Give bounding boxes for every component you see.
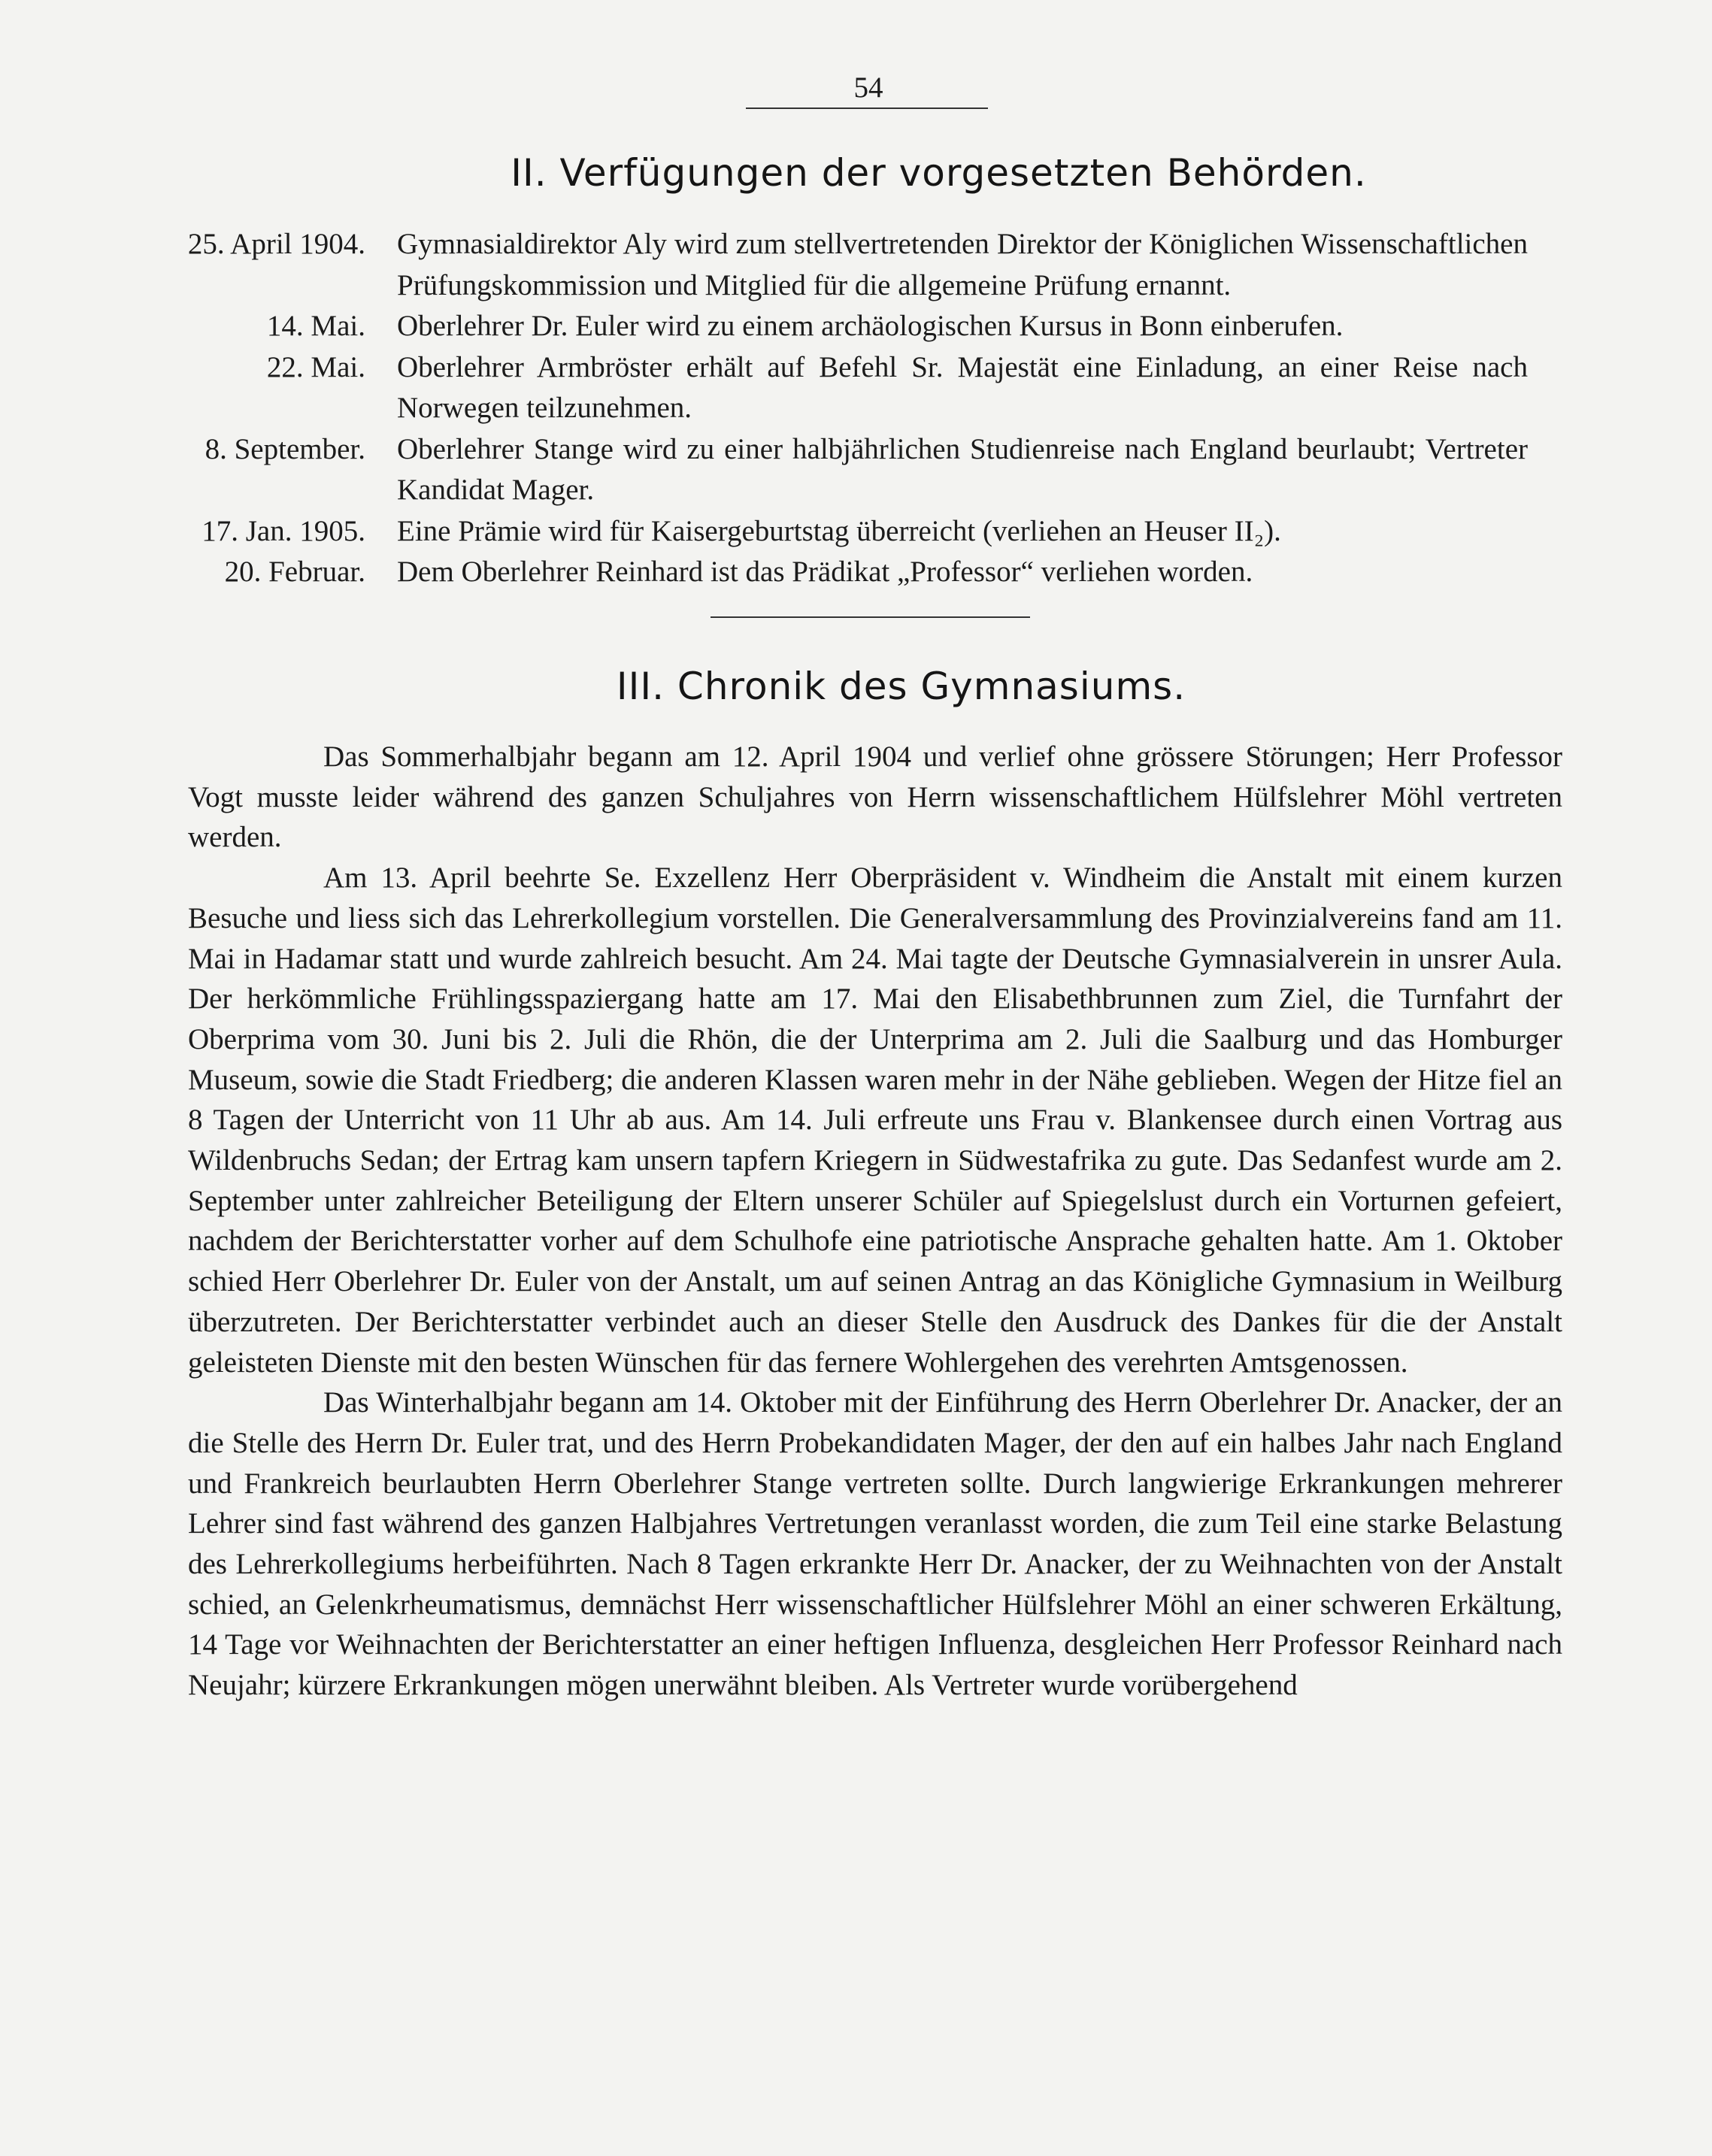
chronik-body: [188, 737, 1562, 1706]
page-number: 54: [853, 71, 883, 104]
decree-date: 17. Jan. 1905.: [202, 514, 365, 547]
decree-date: 22. Mai.: [266, 350, 365, 383]
section-2-heading: II. Verfügungen der vorgesetzten Behörden.: [511, 151, 1367, 195]
decree-entry: [0, 429, 1712, 511]
decree-entry: [0, 306, 1712, 347]
decree-text: Oberlehrer Dr. Euler wird zu einem archäologischen Kursus in Bonn einberufen.: [397, 310, 1344, 342]
chronik-paragraph: Am 13. April beehrte Se. Exzellenz Herr Oberpräsident v. Windheim die Anstalt mit einem kurzen Besuche und liess sich das Lehrerkollegium vorstellen. Die Generalversammlung des Provinzialvereins fand am 11. Mai in Hadamar statt und wurde zahlreich besucht. Am 24. Mai tagte der Deutsche Gymnasialverein in unsrer Aula. Der herkömmliche Frühlingsspaziergang hatte am 17. Mai den Elisabethbrunnen zum Ziel, die Turnfahrt der Oberprima vom 30. Juni bis 2. Juli die Rhön, die der Unterprima am 2. Juli die Saalburg und das Homburger Museum, sowie die Stadt Friedberg; die anderen Klassen waren mehr in der Nähe geblieben. Wegen der Hitze fiel an 8 Tagen der Unterricht von 11 Uhr ab aus. Am 14. Juli erfreute uns Frau v. Blankensee durch einen Vortrag aus Wildenbruchs Sedan; der Ertrag kam unsern tapfern Kriegern in Südwestafrika zu gute. Das Sedanfest wurde am 2. September unter zahlreicher Beteiligung der Eltern unserer Schüler auf Spiegelslust durch ein Vorturnen gefeiert, nachdem der Berichterstatter vorher auf dem Schulhofe eine patriotische Ansprache gehalten hatte. Am 1. Oktober schied Herr Oberlehrer Dr. Euler von der Anstalt, um auf seinen Antrag an das Königliche Gymnasium in Weilburg überzutreten. Der Berichterstatter verbindet auch an dieser Stelle den Ausdruck des Dankes für die der Anstalt geleisteten Dienste mit den besten Wünschen für das fernere Wohlergehen des verehrten Amtsgenossen.: [188, 861, 1562, 1379]
decree-list: [0, 224, 1712, 593]
decree-entry: [0, 224, 1712, 306]
chronik-paragraph: Das Winterhalbjahr begann am 14. Oktober mit der Einführung des Herrn Oberlehrer Dr. Anacker, der an die Stelle des Herrn Dr. Euler trat, und des Herrn Probekandidaten Mager, der den auf ein halbes Jahr nach England und Frankreich beurlaubten Herrn Oberlehrer Stange vertreten sollte. Durch langwierige Erkrankungen mehrerer Lehrer sind fast während des ganzen Halbjahres Vertretungen veranlasst worden, die zum Teil eine starke Belastung des Lehrerkollegiums herbeiführten. Nach 8 Tagen erkrankte Herr Dr. Anacker, der zu Weihnachten von der Anstalt schied, an Gelenkrheumatismus, demnächst Herr wissenschaftlicher Hülfslehrer Möhl an einer schweren Erkältung, 14 Tage vor Weihnachten der Berichterstatter an einer heftigen Influenza, desgleichen Herr Professor Reinhard nach Neujahr; kürzere Erkrankungen mögen unerwähnt bleiben. Als Vertreter wurde vorübergehend: [188, 1386, 1562, 1702]
chronik-paragraph: Das Sommerhalbjahr begann am 12. April 1904 und verlief ohne grössere Störungen; Herr Professor Vogt musste leider während des ganzen Schuljahres von Herrn wissenschaftlichem Hülfslehrer Möhl vertreten werden.: [188, 740, 1562, 854]
decree-date: 25. April 1904.: [187, 228, 365, 260]
decree-entry: [0, 552, 1712, 593]
decree-date: 8. September.: [205, 432, 365, 465]
section-divider: [711, 616, 1030, 618]
decree-text: Gymnasialdirektor Aly wird zum stellvertretenden Direktor der Königlichen Wissenschaftlichen Prüfungskommission und Mitglied für die allgemeine Prüfung ernannt.: [397, 228, 1528, 301]
decree-date: 20. Februar.: [224, 556, 365, 588]
decree-entry: [0, 347, 1712, 429]
page-number-rule: [746, 107, 988, 109]
decree-text: Oberlehrer Armbröster erhält auf Befehl Sr. Majestät eine Einladung, an einer Reise nach Norwegen teilzunehmen.: [397, 350, 1528, 424]
decree-text: Oberlehrer Stange wird zu einer halbjährlichen Studienreise nach England beurlaubt; Vertreter Kandidat Mager.: [397, 432, 1528, 506]
decree-text: Dem Oberlehrer Reinhard ist das Prädikat „Professor“ verliehen worden.: [397, 556, 1253, 588]
decree-entry: [0, 511, 1712, 553]
decree-date: 14. Mai.: [266, 310, 365, 342]
decree-text: Eine Prämie wird für Kaisergeburtstag überreicht (verliehen an Heuser II₂).: [397, 514, 1281, 547]
section-3-heading: III. Chronik des Gymnasiums.: [616, 665, 1186, 708]
